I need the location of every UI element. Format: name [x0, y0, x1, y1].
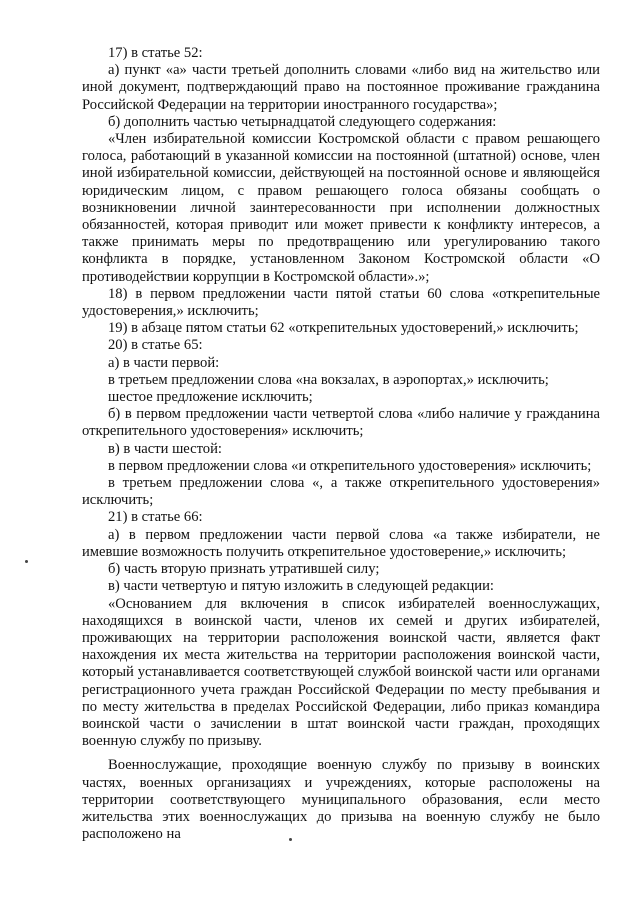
- paragraph: «Основанием для включения в список избирателей военнослужащих, находящихся в воинской части, членов их семей и других избирателей, проживающих на территории расположения воинской части, является факт нахождения их места жительства на территории расположения воинской части, который устанавливается соответствующей службой воинской части или органами регистрационного учета граждан Российской Федерации по месту пребывания и по месту жительства в пределах Российской Федерации, либо приказ командира воинской части о зачислении в штат воинской части граждан, проходящих военную службу по призыву.: [82, 595, 600, 750]
- paragraph: шестое предложение исключить;: [108, 389, 313, 406]
- paragraph: а) пункт «а» части третьей дополнить словами «либо вид на жительство или иной документ, подтверждающий право на постоянное проживание гражданина Российской Федерации на территории иностранного государства»;: [82, 62, 600, 113]
- paragraph: 20) в статье 65:: [108, 337, 203, 354]
- paragraph: в) части четвертую и пятую изложить в следующей редакции:: [108, 578, 494, 595]
- paragraph: в) в части шестой:: [108, 440, 222, 457]
- paragraph: а) в части первой:: [108, 354, 220, 371]
- paragraph: б) часть вторую признать утратившей силу;: [108, 561, 380, 578]
- paragraph: 18) в первом предложении части пятой статьи 60 слова «открепительные удостоверения,» исключить;: [82, 285, 600, 320]
- paragraph: в третьем предложении слова «на вокзалах, в аэропортах,» исключить;: [108, 371, 549, 388]
- paragraph: «Член избирательной комиссии Костромской области с правом решающего голоса, работающий в указанной комиссии на постоянной (штатной) основе, член иной избирательной комиссии, действующей на постоянной основе и являющейся юридическим лицом, с правом решающего голоса обязаны сообщать о возникновении личной заинтересованности при исполнении должностных обязанностей, которая приводит или может привести к конфликту интересов, а также принимать меры по предотвращению или урегулированию такого конфликта в порядке, установленном Законом Костромской области «О противодействии коррупции в Костромской области».»;: [82, 131, 600, 285]
- paragraph: Военнослужащие, проходящие военную службу по призыву в воинских частях, военных организациях и учреждениях, которые расположены на территории соответствующего муниципального образования, если место жительства этих военнослужащих до призыва на военную службу не было расположено на: [82, 757, 600, 843]
- scan-speck: [25, 560, 28, 563]
- document-body: [82, 45, 600, 843]
- paragraph: 21) в статье 66:: [108, 509, 203, 526]
- scan-speck: [289, 838, 292, 841]
- paragraph: в третьем предложении слова «, а также открепительного удостоверения» исключить;: [82, 475, 600, 509]
- paragraph: 17) в статье 52:: [108, 45, 203, 61]
- paragraph: а) в первом предложении части первой слова «а также избиратели, не имевшие возможность получить открепительное удостоверение,» исключить;: [82, 526, 600, 560]
- paragraph: 19) в абзаце пятом статьи 62 «открепительных удостоверений,» исключить;: [108, 320, 579, 337]
- paragraph: б) дополнить частью четырнадцатой следующего содержания:: [108, 113, 497, 130]
- paragraph: в первом предложении слова «и открепительного удостоверения» исключить;: [108, 457, 592, 474]
- paragraph: б) в первом предложении части четвертой слова «либо наличие у гражданина открепительного удостоверения» исключить;: [82, 406, 600, 440]
